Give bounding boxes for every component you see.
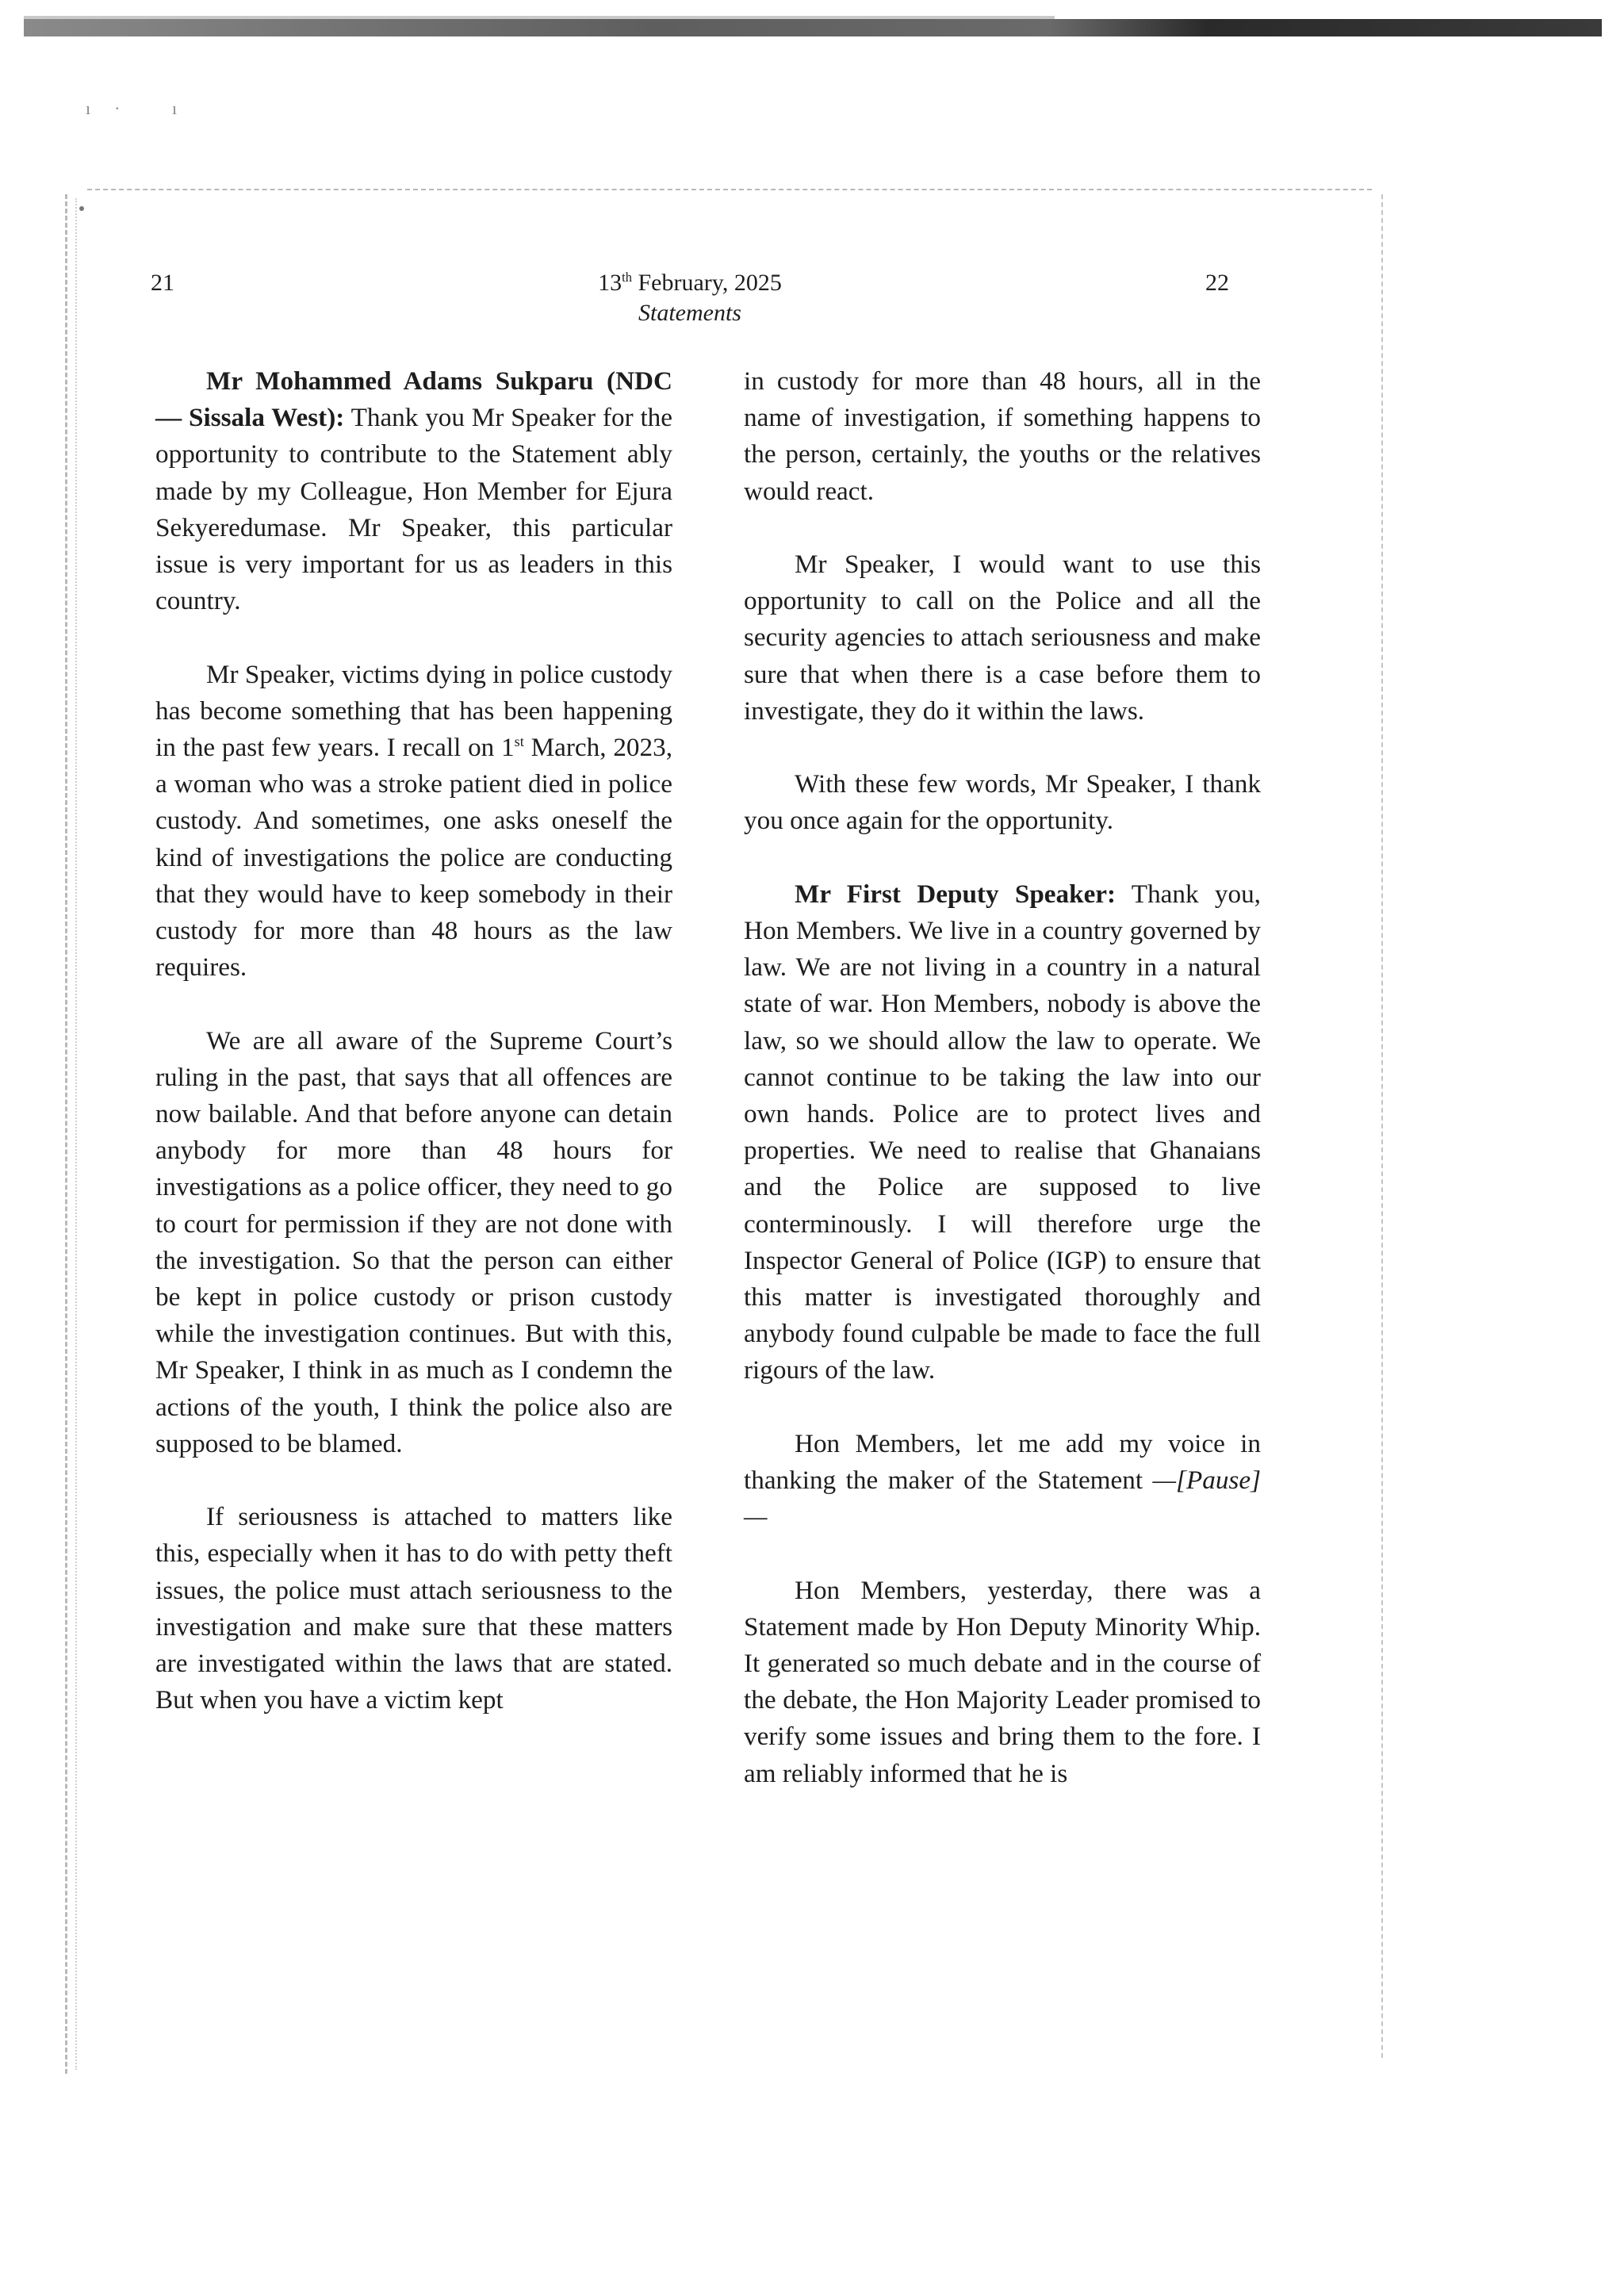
page-border-left-inner — [75, 198, 77, 2070]
scan-dot-mark — [79, 206, 84, 211]
date-day: 13 — [598, 270, 622, 296]
paragraph: With these few words, Mr Speaker, I thank you once again for the opportunity. — [744, 769, 1261, 836]
paragraph-text: Hon Members, let me add my voice in thanking the maker of the Statement — [744, 1428, 1261, 1496]
header-center — [151, 268, 1229, 328]
paragraph-text: Mr Speaker, victims dying in police custody has become something that has been happening in the past few years. I recall on 1 — [155, 659, 672, 763]
page-header — [151, 262, 1229, 333]
paragraph: Hon Members, yesterday, there was a Statement made by Hon Deputy Minority Whip. It generated so much debate and in the course of the debate, the Hon Majority Leader promised to verify some issues and bring them to the fore. I am reliably informed that he is — [744, 1575, 1261, 1788]
section-title: Statements — [638, 300, 741, 326]
ordinal-suffix: st — [514, 733, 524, 749]
paragraph — [155, 657, 672, 987]
header-date — [598, 270, 782, 296]
paragraph — [155, 363, 672, 619]
scan-corner-mark: ı· ı — [86, 98, 201, 118]
paragraph: in custody for more than 48 hours, all in the name of investigation, if something happens to the person, certainly, the youths or the relatives would react. — [744, 366, 1261, 506]
paragraph: We are all aware of the Supreme Court’s ruling in the past, that says that all offences are now bailable. And that before anyone can detain anybody for more than 48 hours for investigations as a police officer, they need to go to court for permission if they are not done with the investigation. So that the person can either be kept in police custody or prison custody while the investigation continues. But with this, Mr Speaker, I think in as much as I condemn the actions of the youth, I think the police also are supposed to be blamed. — [155, 1025, 672, 1458]
page-border-right — [1381, 194, 1383, 2058]
speaker-name: Mr Mohammed Adams Sukparu (NDC — Sissala West): — [155, 366, 672, 433]
scan-edge-bar — [24, 19, 1602, 36]
left-column — [155, 363, 672, 1756]
paragraph — [744, 1426, 1261, 1536]
page-border-left — [65, 194, 67, 2074]
paragraph — [744, 876, 1261, 1389]
date-rest: February, 2025 — [631, 270, 782, 296]
right-column — [744, 363, 1261, 1829]
paragraph: If seriousness is attached to matters like this, especially when it has to do with petty theft issues, the police must attach seriousness to the investigation and make sure that these matters are investigated within the laws that are stated. But when you have a victim kept — [155, 1502, 672, 1715]
paragraph: Mr Speaker, I would want to use this opportunity to call on the Police and all the security agencies to attach seriousness and make sure that when there is a case before them to investigate, they do it within the laws. — [744, 550, 1261, 726]
page-border-top — [87, 189, 1372, 190]
speaker-name: Mr First Deputy Speaker: — [795, 879, 1116, 909]
date-suffix: th — [622, 270, 632, 285]
paragraph-text: Thank you, Hon Members. We live in a country governed by law. We are not living in a country in a natural state of war. Hon Members, nobody is above the law, so we should allow the law to operate. We cannot continue to be taking the law into our own hands. Police are to protect lives and properties. We need to realise that Ghanaians and the Police are supposed to live conterminously. I will therefore urge the Inspector General of Police (IGP) to ensure that this matter is investigated thoroughly and anybody found culpable be made to face the full rigours of the law. — [744, 879, 1261, 1385]
page-number-left: 21 — [151, 270, 174, 296]
page-number-right: 22 — [1205, 270, 1229, 296]
paragraph-text: March, 2023, a woman who was a stroke patient died in police custody. And sometimes, one asks oneself the kind of investigations the police are conducting that they would have to keep somebody in their custody for more than 48 hours as the law requires. — [155, 733, 672, 983]
paragraph-text: Thank you Mr Speaker for the opportunity to contribute to the Statement ably made by my Colleague, Hon Member for Ejura Sekyeredumase. Mr Speaker, this particular issue is very important for us as leaders in this country. — [155, 403, 673, 616]
pause-note: —[Pause]— — [744, 1465, 1261, 1532]
